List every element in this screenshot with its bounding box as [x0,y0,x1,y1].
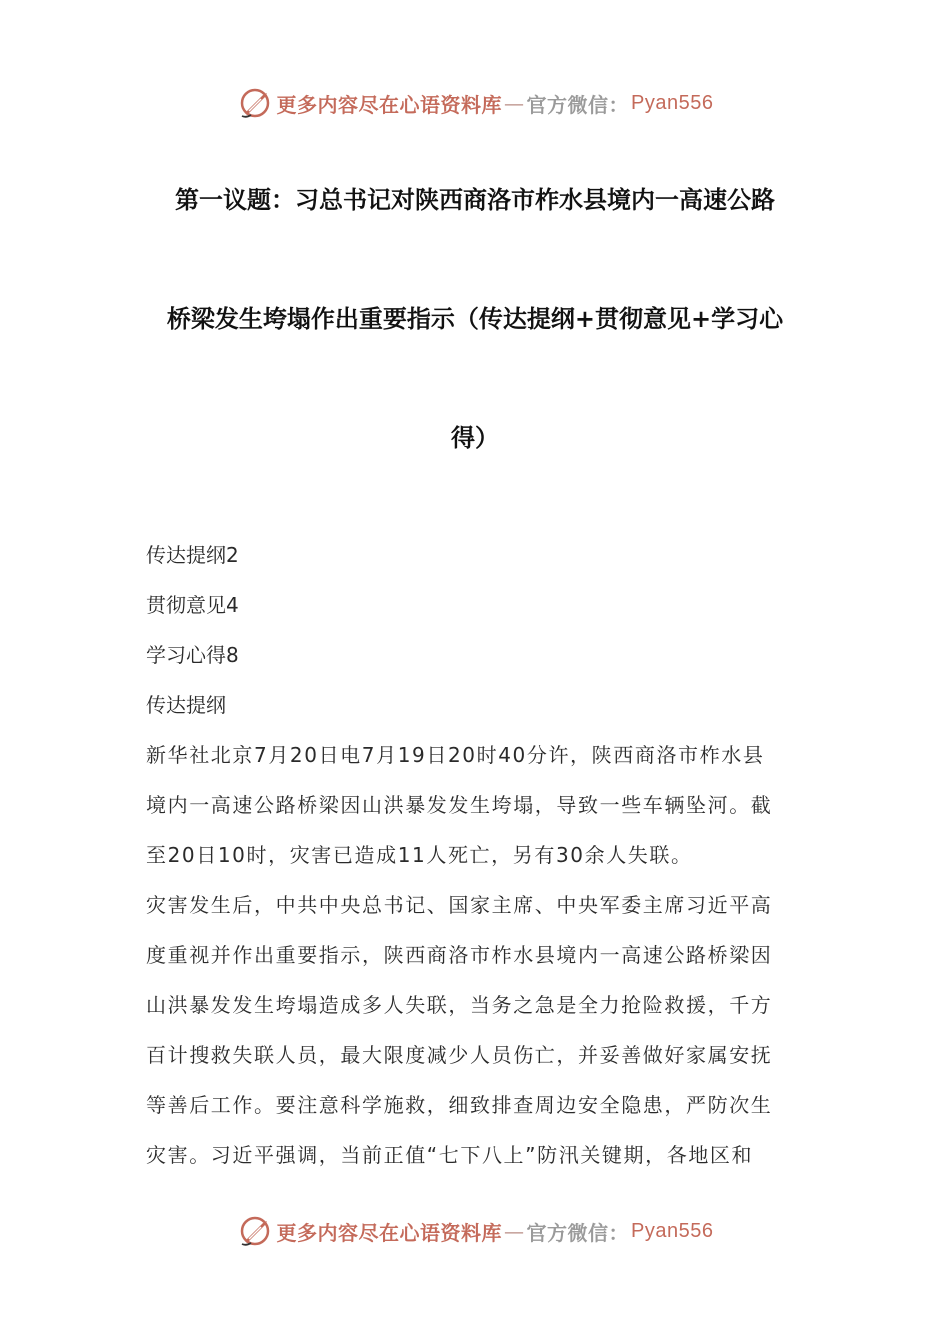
paragraph-1-line-3: 至20日10时，灾害已造成11人死亡，另有30余人失联。 [146,843,693,867]
paragraph-2-line-6: 灾害。习近平强调，当前正值“七下八上”防汛关键期，各地区和 [146,1143,754,1167]
watermark-wechat-id: Pyan556 [631,1219,714,1242]
watermark-banner-top [0,83,950,123]
paragraph-2-line-1: 灾害发生后，中共中央总书记、国家主席、中央军委主席习近平高 [146,893,773,917]
pen-logo-icon [237,85,273,121]
watermark-contact-label: 官方微信： [526,92,630,117]
paragraph-2-line-2: 度重视并作出重要指示，陕西商洛市柞水县境内一高速公路桥梁因 [146,943,773,967]
paragraph-2-line-5: 等善后工作。要注意科学施救，细致排查周边安全隐患，严防次生 [146,1093,773,1117]
paragraph-1-line-2: 境内一高速公路桥梁因山洪暴发发生垮塌，导致一些车辆坠河。截 [146,793,773,817]
toc-item-outline: 传达提纲2 [146,543,239,567]
watermark-wechat-id: Pyan556 [631,91,714,114]
watermark-contact-label: 官方微信： [526,1220,630,1245]
document-title-line-3: 得） [451,423,499,452]
paragraph-2-line-3: 山洪暴发发生垮塌造成多人失联，当务之急是全力抢险救援，千方 [146,993,773,1017]
document-title-line-2: 桥梁发生垮塌作出重要指示（传达提纲+贯彻意见+学习心 [166,304,784,333]
watermark-separator: — [504,91,525,115]
watermark-brand: 更多内容尽在心语资料库 [276,92,503,117]
paragraph-2-line-4: 百计搜救失联人员，最大限度减少人员伤亡，并妥善做好家属安抚 [146,1043,773,1067]
paragraph-1-line-1: 新华社北京7月20日电7月19日20时40分许，陕西商洛市柞水县 [146,743,765,767]
section-heading: 传达提纲 [146,693,226,717]
toc-item-implementation: 贯彻意见4 [146,593,239,617]
watermark-banner-bottom [0,1211,950,1251]
toc-item-learning: 学习心得8 [146,643,239,667]
pen-logo-icon [237,1213,273,1249]
watermark-brand: 更多内容尽在心语资料库 [276,1220,503,1245]
document-title-line-1: 第一议题：习总书记对陕西商洛市柞水县境内一高速公路 [175,185,775,214]
watermark-separator: — [504,1219,525,1243]
